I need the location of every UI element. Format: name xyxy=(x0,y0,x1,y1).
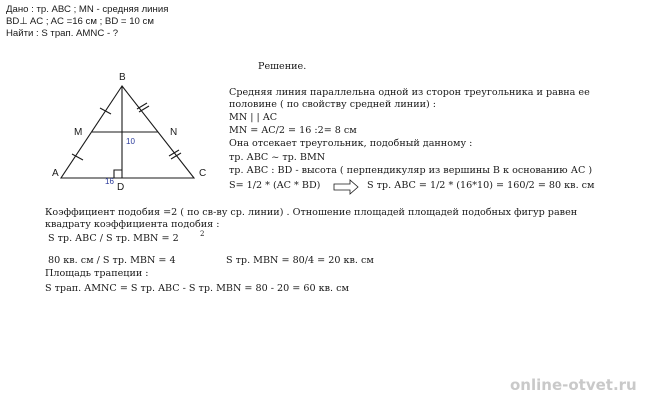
height-value-label: 10 xyxy=(126,137,135,146)
right-angle-mark xyxy=(114,170,122,178)
solution-heading: Решение. xyxy=(258,61,307,72)
area-formula: S= 1/2 * (AC * BD) xyxy=(229,180,321,191)
given-line-2: BD⊥ AC ; AC =16 см ; BD = 10 см xyxy=(6,16,154,27)
area-ratio-exponent: 2 xyxy=(200,230,205,238)
similar-triangle-line-2: тр. АВС ~ тр. BMN xyxy=(229,152,326,163)
watermark: online-otvet.ru xyxy=(510,376,637,394)
midline-property-line-2: половине ( по свойству средней линии) : xyxy=(229,99,437,110)
implies-arrow-icon xyxy=(334,180,358,194)
mn-value-equation: MN = AC/2 = 16 :2= 8 см xyxy=(229,125,357,136)
area-abc-result: S тр. АВС = 1/2 * (16*10) = 160/2 = 80 кв. см xyxy=(367,180,595,191)
vertex-label-b: B xyxy=(119,72,126,83)
height-statement: тр. АВС : BD - высота ( перпендикуляр из вершины В к основанию АС ) xyxy=(229,165,593,176)
find-line: Найти : S трап. AMNC - ? xyxy=(6,28,119,39)
given-line-1: Дано : тр. АВС ; MN - средняя линия xyxy=(6,4,169,15)
similar-triangle-line-1: Она отсекает треугольник, подобный данному : xyxy=(229,138,473,149)
mn-parallel-ac: MN | | AC xyxy=(229,112,278,123)
vertex-label-c: C xyxy=(199,168,207,179)
trapezoid-area-equation: S трап. AMNC = S тр. ABC - S тр. MBN = 80 - 20 = 60 кв. см xyxy=(45,283,349,294)
vertex-label-d: D xyxy=(117,182,125,193)
trapezoid-heading: Площадь трапеции : xyxy=(45,268,149,279)
tick-mark-ab-upper xyxy=(100,108,111,114)
point-label-m: M xyxy=(74,127,83,138)
vertex-label-a: A xyxy=(52,168,59,179)
similarity-ratio-line-2: квадрату коэффициента подобия : xyxy=(45,219,220,230)
area-mbn-result: S тр. MBN = 80/4 = 20 кв. см xyxy=(226,255,374,266)
point-label-n: N xyxy=(170,127,178,138)
area-equation-mbn: 80 кв. см / S тр. MBN = 4 xyxy=(48,255,176,266)
similarity-ratio-line-1: Коэффициент подобия =2 ( по св-ву ср. линии) . Отношение площадей площадей подобных фигур равен xyxy=(45,207,578,218)
area-ratio-equation: S тр. ABC / S тр. MBN = 2 xyxy=(48,233,179,244)
base-value-label: 16 xyxy=(105,177,114,186)
midline-property-line-1: Средняя линия параллельна одной из сторон треугольника и равна ее xyxy=(229,87,590,98)
